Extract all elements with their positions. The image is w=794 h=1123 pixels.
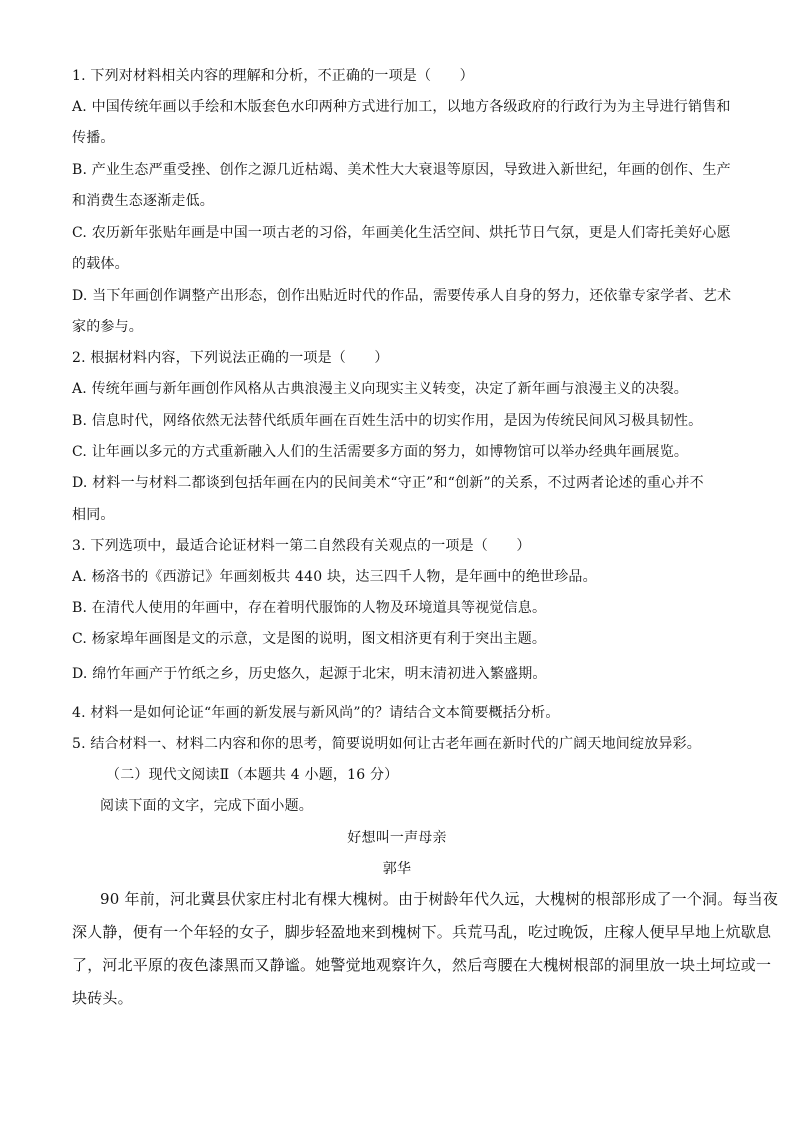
- story-author: 郭华: [382, 861, 412, 877]
- q1-option-c-line2: 的载体。: [72, 256, 129, 272]
- section-instruction: 阅读下面的文字，完成下面小题。: [100, 798, 313, 814]
- q1-option-b-line2: 和消费生态逐渐走低。: [72, 193, 214, 209]
- q3-option-b: B. 在清代人使用的年画中，存在着明代服饰的人物及环境道具等视觉信息。: [72, 600, 547, 616]
- q4: 4. 材料一是如何论证“年画的新发展与新风尚”的？请结合文本简要概括分析。: [72, 705, 560, 721]
- q2-option-d-line1: D. 材料一与材料二都谈到包括年画在内的民间美术“守正”和“创新”的关系，不过两者论述的重心并不: [72, 475, 704, 491]
- q3-option-c: C. 杨家埠年画图是文的示意，文是图的说明，图文相济更有利于突出主题。: [72, 631, 547, 647]
- q2-option-b: B. 信息时代，网络依然无法替代纸质年画在百姓生活中的切实作用，是因为传统民间风习极具韧性。: [72, 413, 703, 429]
- q2-option-d-line2: 相同。: [72, 507, 115, 523]
- q2-option-c: C. 让年画以多元的方式重新融入人们的生活需要多方面的努力，如博物馆可以举办经典年画展览。: [72, 444, 689, 460]
- q3-option-a: A. 杨洛书的《西游记》年画刻板共 440 块，达三四千人物，是年画中的绝世珍品。: [72, 569, 597, 585]
- q1-option-a-line2: 传播。: [72, 130, 115, 146]
- q1-option-a-line1: A. 中国传统年画以手绘和木版套色水印两种方式进行加工，以地方各级政府的行政行为为主导进行销售和: [72, 99, 731, 115]
- q1-stem: 1. 下列对材料相关内容的理解和分析，不正确的一项是（ ）: [72, 68, 474, 84]
- q5: 5. 结合材料一、材料二内容和你的思考，简要说明如何让古老年画在新时代的广阔天地间绽放异彩。: [72, 736, 702, 752]
- story-paragraph-line1: 90 年前，河北冀县伏家庄村北有棵大槐树。由于树龄年代久远，大槐树的根部形成了一个洞。每当夜: [100, 890, 779, 908]
- q1-option-d-line1: D. 当下年画创作调整产出形态，创作出贴近时代的作品，需要传承人自身的努力，还依靠专家学者、艺术: [72, 288, 732, 304]
- q1-option-d-line2: 家的参与。: [72, 319, 143, 335]
- q2-stem: 2. 根据材料内容，下列说法正确的一项是（ ）: [72, 350, 389, 366]
- q1-option-b-line1: B. 产业生态严重受挫、创作之源几近枯竭、美术性大大衰退等原因，导致进入新世纪，年画的创作、生产: [72, 162, 731, 178]
- story-paragraph-line4: 块砖头。: [72, 989, 133, 1007]
- q3-stem: 3. 下列选项中，最适合论证材料一第二自然段有关观点的一项是（ ）: [72, 538, 531, 554]
- section-heading: （二）现代文阅读Ⅱ（本题共 4 小题，16 分）: [106, 767, 399, 783]
- story-paragraph-line3: 了，河北平原的夜色漆黑而又静谧。她警觉地观察许久，然后弯腰在大槐树根部的洞里放一块土坷垃或一: [72, 956, 772, 974]
- story-paragraph-line2: 深人静，便有一个年轻的女子，脚步轻盈地来到槐树下。兵荒马乱，吃过晚饭，庄稼人便早早地上炕歇息: [72, 923, 772, 941]
- q1-option-c-line1: C. 农历新年张贴年画是中国一项古老的习俗，年画美化生活空间、烘托节日气氛，更是人们寄托美好心愿: [72, 225, 731, 241]
- story-title: 好想叫一声母亲: [347, 830, 447, 846]
- q3-option-d: D. 绵竹年画产于竹纸之乡，历史悠久，起源于北宋，明末清初进入繁盛期。: [72, 666, 547, 682]
- q2-option-a: A. 传统年画与新年画创作风格从古典浪漫主义向现实主义转变，决定了新年画与浪漫主义的决裂。: [72, 381, 689, 397]
